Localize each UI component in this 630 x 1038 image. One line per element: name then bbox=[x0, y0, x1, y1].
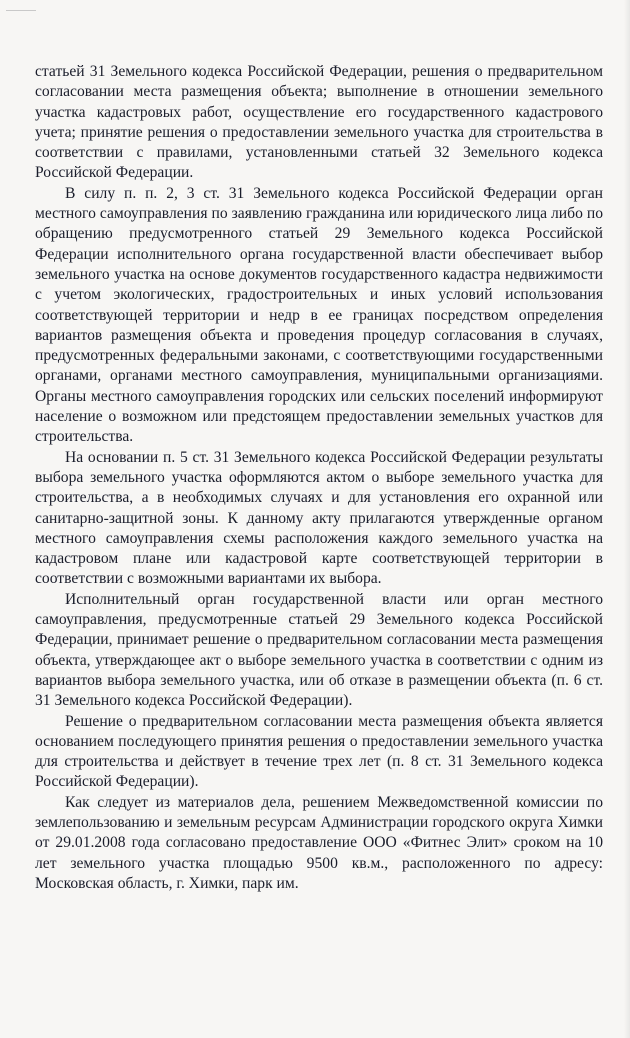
paragraph-6: Как следует из материалов дела, решением Межведомственной комиссии по землепользованию и земельным ресурсам Администрации городского округа Химки от 29.01.2008 года согласовано предоставление ООО «Фитнес Элит» сроком на 10 лет земельного участка площадью 9500 кв.м., расположенного по адресу: Московская область, г. Химки, парк им. bbox=[35, 793, 603, 892]
paragraph-4: Исполнительный орган государственной власти или орган местного самоуправления, предусмотренные статьей 29 Земельного кодекса Российской Федерации, принимает решение о предварительном согласовании места размещения объекта, утверждающее акт о выборе земельного участка в соответствии с одним из вариантов выбора земельного участка, или об отказе в размещении объекта (п. 6 ст. 31 Земельного кодекса Российской Федерации). bbox=[35, 590, 603, 710]
scan-edge-mark bbox=[6, 10, 36, 11]
paragraph-5: Решение о предварительном согласовании места размещения объекта является основанием последующего принятия решения о предоставлении земельного участка для строительства и действует в течение трех лет (п. 8 ст. 31 Земельного кодекса Российской Федерации). bbox=[35, 712, 603, 791]
paragraph-1: статьей 31 Земельного кодекса Российской Федерации, решения о предварительном согласовании места размещения объекта; выполнение в отношении земельного участка кадастровых работ, осуществление его государственного кадастрового учета; принятие решения о предоставлении земельного участка для строительства в соответствии с правилами, установленными статьей 32 Земельного кодекса Российской Федерации. bbox=[35, 63, 603, 182]
page-edge-shadow bbox=[624, 0, 630, 1038]
paragraph-3: На основании п. 5 ст. 31 Земельного кодекса Российской Федерации результаты выбора земельного участка оформляются актом о выборе земельного участка для строительства, а в необходимых случаях и для установления его охранной или санитарно-защитной зоны. К данному акту прилагаются утвержденные органом местного самоуправления схемы расположения каждого земельного участка на кадастровом плане или кадастровой карте соответствующей территории в соответствии с возможными вариантами их выбора. bbox=[35, 448, 603, 588]
paragraph-2: В силу п. п. 2, 3 ст. 31 Земельного кодекса Российской Федерации орган местного самоуправления по заявлению гражданина или юридического лица либо по обращению предусмотренного статьей 29 Земельного кодекса Российской Федерации исполнительного органа государственной власти обеспечивает выбор земельного участка на основе документов государственного кадастра недвижимости с учетом экологических, градостроительных и иных условий использования соответствующей территории и недр в ее границах посредством определения вариантов размещения объекта и проведения процедур согласования в случаях, предусмотренных федеральными законами, с соответствующими государственными органами, органами местного самоуправления, муниципальными организациями. Органы местного самоуправления городских или сельских поселений информируют население о возможном или предстоящем предоставлении земельных участков для строительства. bbox=[35, 184, 603, 446]
document-body bbox=[35, 62, 603, 894]
